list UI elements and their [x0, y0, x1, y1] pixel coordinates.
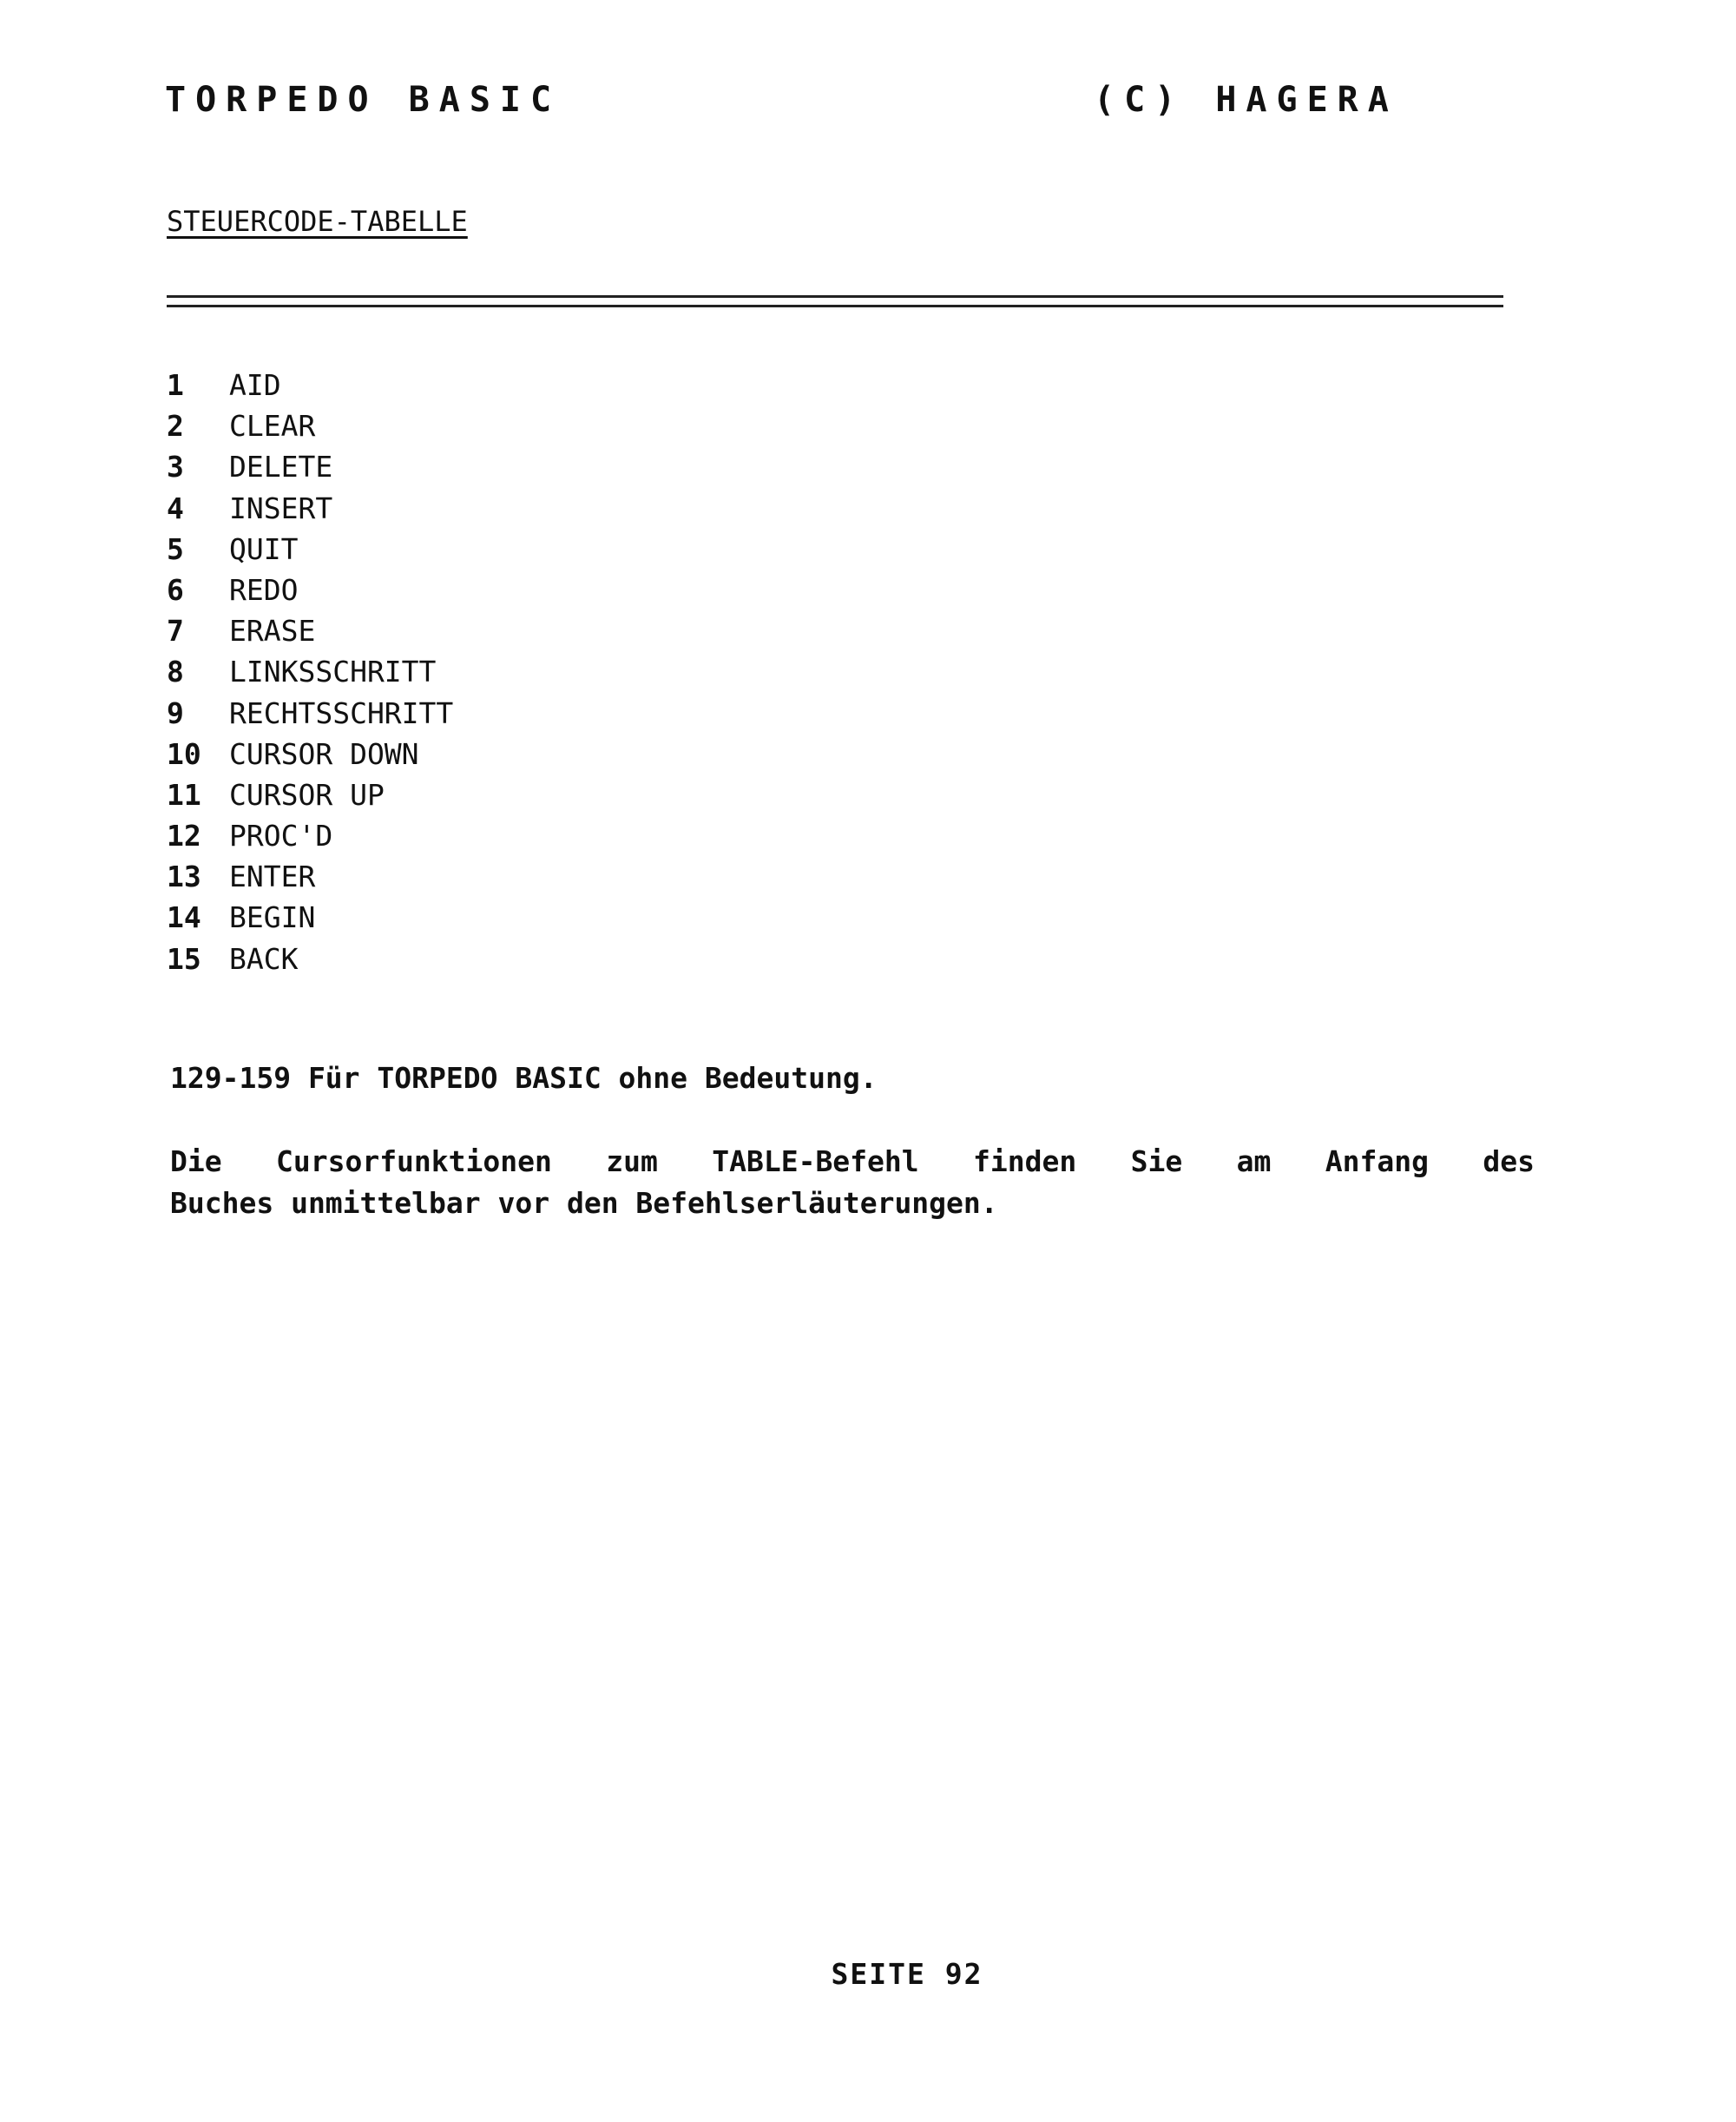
- double-rule-divider: [167, 295, 1503, 307]
- code-number: 2: [167, 409, 184, 444]
- paragraph-line-1: [170, 1141, 1535, 1183]
- code-label: BEGIN: [229, 900, 316, 935]
- header-title: TORPEDO BASIC: [165, 80, 562, 120]
- code-label: CLEAR: [229, 409, 316, 444]
- code-number: 6: [167, 572, 184, 607]
- code-label: PROC'D: [229, 819, 333, 853]
- code-label: CURSOR UP: [229, 777, 385, 812]
- word: am: [1236, 1144, 1272, 1178]
- code-row: [167, 734, 453, 774]
- code-row: [167, 570, 453, 610]
- code-label: ENTER: [229, 860, 316, 894]
- word: des: [1483, 1144, 1535, 1178]
- code-row: [167, 856, 453, 897]
- code-number: 10: [167, 736, 201, 771]
- code-number: 12: [167, 819, 201, 853]
- code-number: 15: [167, 941, 201, 976]
- code-number: 3: [167, 450, 184, 484]
- code-row: [167, 897, 453, 938]
- control-code-list: [167, 365, 453, 979]
- code-label: RECHTSSCHRITT: [229, 695, 454, 730]
- header-copyright: (C) HAGERA: [1094, 80, 1398, 120]
- code-number: 9: [167, 695, 184, 730]
- code-label: BACK: [229, 941, 299, 976]
- code-number: 1: [167, 368, 184, 402]
- code-label: CURSOR DOWN: [229, 736, 419, 771]
- code-number: 13: [167, 860, 201, 894]
- word: Die: [170, 1144, 222, 1178]
- code-number: 7: [167, 614, 184, 649]
- code-label: AID: [229, 368, 281, 402]
- code-number: 4: [167, 491, 184, 525]
- code-label: QUIT: [229, 531, 299, 566]
- code-label: INSERT: [229, 491, 333, 525]
- word: Anfang: [1325, 1144, 1429, 1178]
- explanation-paragraph: [170, 1141, 1542, 1224]
- word: Cursorfunktionen: [275, 1144, 552, 1178]
- code-row: [167, 365, 453, 405]
- code-row: [167, 446, 453, 487]
- code-label: ERASE: [229, 614, 316, 649]
- word: Sie: [1130, 1144, 1183, 1178]
- word: zum: [606, 1144, 658, 1178]
- code-row: [167, 815, 453, 856]
- code-row: [167, 610, 453, 651]
- code-number: 11: [167, 777, 201, 812]
- code-row: [167, 939, 453, 979]
- paragraph-line-2: Buches unmittelbar vor den Befehlserläuterungen.: [170, 1186, 998, 1220]
- code-row: [167, 529, 453, 570]
- code-number: 8: [167, 655, 184, 689]
- word: TABLE-Befehl: [712, 1144, 919, 1178]
- code-row: [167, 651, 453, 692]
- page-number: SEITE 92: [831, 1957, 983, 1991]
- code-row: [167, 405, 453, 446]
- code-row: [167, 774, 453, 815]
- section-title: STEUERCODE-TABELLE: [167, 205, 468, 238]
- word: finden: [973, 1144, 1077, 1178]
- page-header: [165, 80, 1519, 132]
- code-label: REDO: [229, 572, 299, 607]
- range-note: 129-159 Für TORPEDO BASIC ohne Bedeutung.: [170, 1061, 878, 1095]
- code-row: [167, 693, 453, 734]
- code-row: [167, 488, 453, 529]
- code-label: DELETE: [229, 450, 333, 484]
- code-number: 5: [167, 531, 184, 566]
- code-label: LINKSSCHRITT: [229, 655, 437, 689]
- code-number: 14: [167, 900, 201, 935]
